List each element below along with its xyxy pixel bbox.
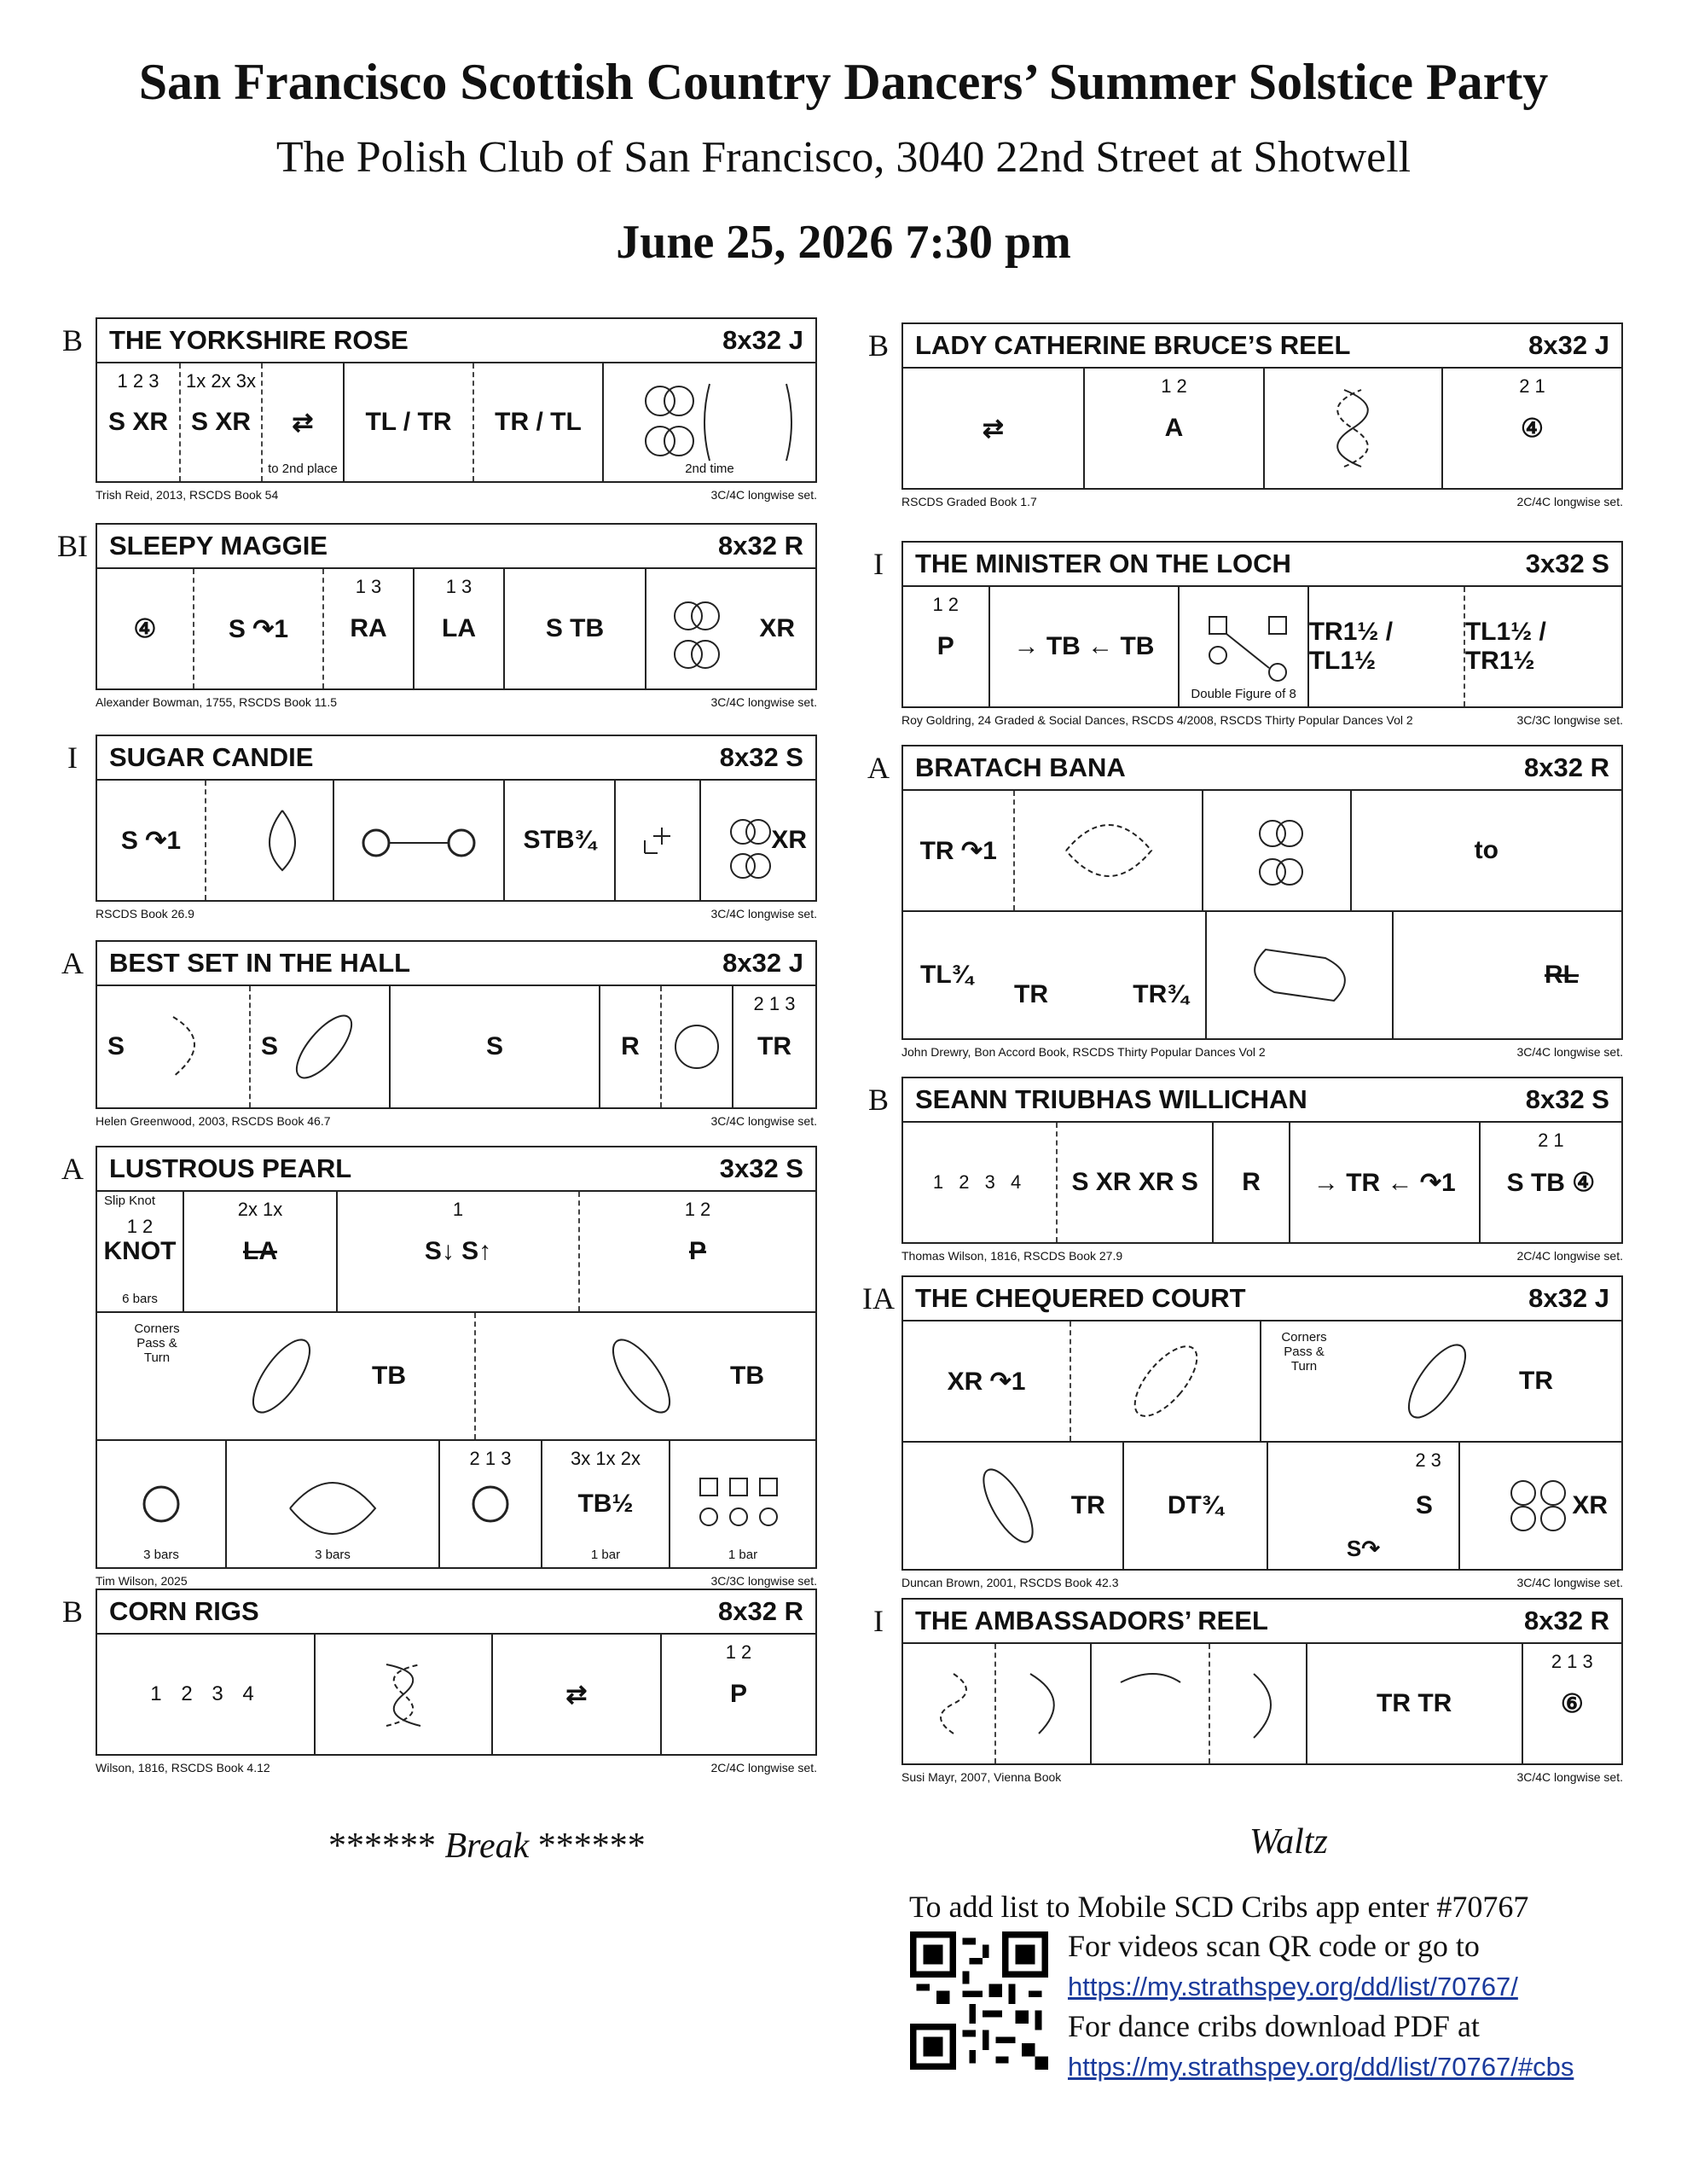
dance-form: I: [67, 741, 78, 775]
dance-source: RSCDS Graded Book 1.7: [901, 495, 1037, 508]
figure-diagram: [264, 1457, 401, 1551]
dance-chequered-court: [862, 1275, 1623, 1589]
crib-grid: [96, 1635, 817, 1756]
crib-cell: Double Figure of 8: [1178, 587, 1307, 706]
figure-diagram: [582, 1325, 710, 1427]
dance-source: Roy Goldring, 24 Graded & Social Dances, RSCDS 4/2008, RSCDS Thirty Popular Dances Vol 2: [901, 713, 1413, 727]
set-type: 3C/4C longwise set.: [1516, 1045, 1623, 1059]
crib-cell: TL1½ / TR1½: [1464, 587, 1621, 706]
figure-diagram: [1041, 804, 1177, 897]
dance-meta: 8x32 J: [722, 948, 803, 978]
crib-cell: S: [389, 986, 599, 1107]
dance-titlebar: [901, 541, 1623, 587]
date-line: June 25, 2026 7:30 pm: [616, 216, 1071, 269]
dance-source: Helen Greenwood, 2003, RSCDS Book 46.7: [96, 1114, 331, 1128]
crib-cell: [614, 781, 699, 900]
videos-link[interactable]: https://my.strathspey.org/dd/list/70767/: [1068, 1972, 1518, 2001]
figure-diagram: [692, 1470, 794, 1538]
crib-cell: 2 1 3: [438, 1441, 541, 1567]
figure-diagram: [352, 1647, 455, 1741]
set-type: 3C/3C longwise set.: [710, 1574, 817, 1588]
dance-name: THE MINISTER ON THE LOCH: [915, 549, 1291, 578]
dance-name: CORN RIGS: [109, 1596, 259, 1626]
crib-grid: [96, 781, 817, 902]
crib-cell: 1 2 3 4: [932, 1171, 1027, 1193]
figure-diagram: [122, 1000, 224, 1094]
crib-cell: 2 1 S TB ④: [1479, 1123, 1621, 1242]
crib-cell: [1205, 912, 1392, 1038]
crib-grid: [96, 986, 817, 1109]
dance-meta: 3x32 S: [719, 1153, 803, 1183]
figure-diagram: [636, 819, 679, 862]
crib-cell: 3x 1x 2x TB½ 1 bar: [541, 1441, 669, 1567]
crib-cell: S ↷1: [120, 826, 182, 855]
dance-source: Thomas Wilson, 1816, RSCDS Book 27.9: [901, 1249, 1123, 1263]
figure-diagram: [1506, 1472, 1574, 1540]
dance-source: Tim Wilson, 2025: [96, 1574, 188, 1588]
dance-form: B: [867, 328, 889, 363]
dance-lustrous-pearl: [61, 1146, 817, 1588]
crib-cell: 1 2 P: [932, 594, 959, 660]
crib-cell: 1 2 3 4: [150, 1682, 261, 1705]
crib-cell: RL: [1392, 912, 1621, 1038]
set-type: 3C/3C longwise set.: [1516, 713, 1623, 727]
dance-titlebar: [901, 745, 1623, 791]
crib-cell: TB: [474, 1313, 815, 1439]
crib-cell: 1 2 P: [660, 1635, 815, 1754]
crib-cell: [660, 986, 732, 1107]
crib-cell: XR: [1458, 1443, 1621, 1569]
dance-meta: 8x32 S: [719, 742, 803, 772]
crib-cell: TR: [903, 1443, 1122, 1569]
crib-cell: STB¾: [503, 781, 614, 900]
figure-diagram: [1377, 1330, 1505, 1432]
dance-meta: 8x32 J: [1528, 1283, 1609, 1313]
crib-cell: ④: [133, 614, 157, 643]
crib-grid: [901, 587, 1623, 708]
figure-diagram: [957, 1455, 1068, 1557]
dance-form: A: [61, 1152, 84, 1186]
figure-diagram: [1104, 1657, 1197, 1751]
dance-sleepy-maggie: [57, 523, 817, 709]
crib-cell: [1202, 791, 1349, 910]
crib-cell: [1013, 791, 1202, 910]
cribs-link[interactable]: https://my.strathspey.org/dd/list/70767/#cbs: [1068, 2052, 1574, 2082]
crib-cell: S TB: [503, 569, 645, 688]
dance-titlebar: [96, 1589, 817, 1635]
crib-cell: 1 2 P: [578, 1192, 815, 1311]
crib-cell: DT¾: [1122, 1443, 1267, 1569]
crib-grid: [901, 369, 1623, 490]
crib-cell: TL / TR: [343, 363, 472, 481]
crib-cell: [994, 1644, 1089, 1763]
dance-ambassadors-reel: [873, 1598, 1623, 1784]
dance-name: THE CHEQUERED COURT: [915, 1283, 1246, 1313]
crib-cell: [1263, 369, 1441, 488]
figure-diagram: [1226, 804, 1328, 897]
crib-grid: [901, 1644, 1623, 1765]
dance-titlebar: [96, 940, 817, 986]
crib-cell: 1x 2x 3x S XR: [179, 363, 261, 481]
set-type: 3C/4C longwise set.: [710, 695, 817, 709]
dance-bratach-bana: [867, 745, 1623, 1059]
waltz-label: Waltz: [1249, 1822, 1328, 1862]
figure-diagram: [1102, 1334, 1230, 1428]
dance-name: SUGAR CANDIE: [109, 742, 314, 772]
set-type: 3C/4C longwise set.: [710, 488, 817, 502]
dance-form: B: [61, 323, 83, 357]
crib-cell: TR ↷1: [919, 836, 997, 865]
videos-line: For videos scan QR code or go to: [1068, 1929, 1480, 1963]
dance-name: LUSTROUS PEARL: [109, 1153, 352, 1183]
dance-form: A: [61, 946, 84, 980]
dance-titlebar: [96, 735, 817, 781]
dance-name: BEST SET IN THE HALL: [109, 948, 411, 978]
dance-meta: 8x32 J: [1528, 330, 1609, 360]
crib-cell: TL¾ TR TR¾: [920, 961, 1189, 1008]
figure-diagram: [1232, 924, 1368, 1026]
dance-lady-catherine-bruces-reel: [867, 322, 1623, 508]
set-type: 2C/4C longwise set.: [710, 1761, 817, 1774]
crib-cell: 1 S↓ S↑: [336, 1192, 578, 1311]
crib-grid: [901, 1123, 1623, 1244]
dance-form: IA: [862, 1281, 895, 1316]
crib-cell: 2x 1x LA: [183, 1192, 336, 1311]
dance-form: I: [873, 1604, 884, 1638]
dance-name: BRATACH BANA: [915, 752, 1126, 782]
dance-form: BI: [57, 529, 88, 563]
figure-diagram: [465, 1478, 516, 1530]
dance-meta: 8x32 J: [722, 325, 803, 355]
crib-cell: 1 3 LA: [413, 569, 503, 688]
dance-yorkshire-rose: [61, 317, 817, 502]
dance-minister-on-the-loch: [873, 541, 1623, 727]
crib-cell: R: [599, 986, 660, 1107]
figure-diagram: [223, 793, 316, 887]
dance-meta: 8x32 S: [1525, 1084, 1609, 1114]
crib-grid: [96, 1192, 817, 1569]
figure-diagram: [911, 1657, 988, 1751]
set-type: 3C/4C longwise set.: [1516, 1770, 1623, 1784]
figure-diagram: [667, 1017, 727, 1077]
dance-name: THE AMBASSADORS’ REEL: [915, 1606, 1268, 1635]
crib-cell: 3 bars: [225, 1441, 438, 1567]
figure-diagram: [1301, 377, 1404, 479]
crib-cell: XR ↷1: [947, 1367, 1026, 1396]
crib-cell: [205, 781, 333, 900]
crib-cell: Corners Pass & Turn TR: [1260, 1321, 1621, 1441]
set-type: 3C/4C longwise set.: [710, 1114, 817, 1128]
crib-cell: Slip Knot 1 2 KNOT 6 bars: [103, 1194, 177, 1306]
figure-diagram: [273, 1000, 367, 1094]
dance-source: Duncan Brown, 2001, RSCDS Book 42.3: [901, 1576, 1119, 1589]
figure-diagram: [136, 1478, 187, 1530]
crib-cell: to: [1350, 791, 1621, 910]
dance-meta: 8x32 R: [718, 531, 803, 561]
dance-name: THE YORKSHIRE ROSE: [109, 325, 409, 355]
crib-cell: [903, 1644, 994, 1763]
dance-best-set-in-the-hall: [61, 940, 817, 1128]
dance-form: B: [61, 1594, 83, 1629]
crib-cell: → TB ← TB: [988, 587, 1179, 706]
crib-grid: [901, 791, 1623, 1040]
dance-seann-triubhas-willichan: [867, 1077, 1623, 1263]
dance-source: RSCDS Book 26.9: [96, 907, 194, 921]
crib-cell: 1 2 A: [1083, 369, 1263, 488]
dance-titlebar: [901, 1275, 1623, 1321]
crib-cell: 1 2 3 S XR: [107, 370, 169, 436]
crib-cell: [314, 1635, 491, 1754]
crib-grid: [901, 1321, 1623, 1571]
crib-grid: [96, 569, 817, 690]
dance-titlebar: [96, 523, 817, 569]
figure-diagram: [1220, 1657, 1296, 1751]
crib-cell: ⇄: [982, 414, 1005, 443]
dance-name: SLEEPY MAGGIE: [109, 531, 328, 561]
crib-cell: S: [97, 986, 249, 1107]
crib-cell: 1 bar: [669, 1441, 815, 1567]
dance-titlebar: [901, 322, 1623, 369]
dance-titlebar: [901, 1077, 1623, 1123]
dance-source: Alexander Bowman, 1755, RSCDS Book 11.5: [96, 695, 338, 709]
cribs-line: For dance cribs download PDF at: [1068, 2009, 1480, 2043]
dance-source: John Drewry, Bon Accord Book, RSCDS Thirty Popular Dances Vol 2: [901, 1045, 1266, 1059]
crib-cell: XR: [645, 569, 815, 688]
crib-cell: 3 bars: [97, 1441, 225, 1567]
dance-titlebar: [96, 1146, 817, 1192]
page-title: San Francisco Scottish Country Dancers’ Summer Solstice Party: [138, 54, 1549, 110]
crib-cell: 2 1 ④: [1441, 369, 1621, 488]
crib-cell: TR1½ / TL1½: [1307, 587, 1464, 706]
figure-diagram: [624, 380, 795, 465]
qr-code[interactable]: [910, 1931, 1048, 2070]
break-label: ****** Break ******: [328, 1827, 646, 1866]
figure-diagram: [1005, 1657, 1081, 1751]
dance-sugar-candie: [67, 735, 817, 921]
crib-cell: 2nd time: [602, 363, 815, 481]
figure-diagram: [222, 1325, 350, 1427]
set-type: 3C/4C longwise set.: [1516, 1576, 1623, 1589]
dance-form: I: [873, 547, 884, 581]
crib-cell: S ↷1: [193, 569, 322, 688]
crib-cell: 2 1 3 TR: [732, 986, 815, 1107]
dance-titlebar: [901, 1598, 1623, 1644]
crib-cell: XR: [699, 781, 815, 900]
crib-cell: [333, 781, 503, 900]
crib-grid: [96, 363, 817, 483]
dance-meta: 3x32 S: [1525, 549, 1609, 578]
dance-name: LADY CATHERINE BRUCE’S REEL: [915, 330, 1351, 360]
app-code-line: To add list to Mobile SCD Cribs app enter #70767: [909, 1890, 1529, 1924]
crib-cell: Corners Pass & Turn TB: [97, 1313, 474, 1439]
dance-form: A: [867, 751, 890, 785]
crib-cell: 1 3 RA: [322, 569, 413, 688]
crib-cell: → TR ← ↷1: [1289, 1123, 1479, 1242]
crib-cell: ⇄ to 2nd place: [261, 363, 343, 481]
crib-cell: [1090, 1644, 1209, 1763]
dance-corn-rigs: [61, 1589, 817, 1774]
dance-source: Susi Mayr, 2007, Vienna Book: [901, 1770, 1062, 1784]
set-type: 3C/4C longwise set.: [710, 907, 817, 921]
crib-cell: TR / TL: [472, 363, 602, 481]
dance-source: Trish Reid, 2013, RSCDS Book 54: [96, 488, 279, 502]
dance-source: Wilson, 1816, RSCDS Book 4.12: [96, 1761, 270, 1774]
crib-cell: S XR XR S: [1056, 1123, 1212, 1242]
set-type: 2C/4C longwise set.: [1516, 495, 1623, 508]
dance-meta: 8x32 R: [1524, 1606, 1609, 1635]
crib-cell: TR TR: [1306, 1644, 1522, 1763]
dance-meta: 8x32 R: [1524, 752, 1609, 782]
crib-cell: [1070, 1321, 1260, 1441]
dance-titlebar: [96, 317, 817, 363]
dance-name: SEANN TRIUBHAS WILLICHAN: [915, 1084, 1307, 1114]
dance-form: B: [867, 1083, 889, 1117]
crib-cell: ⇄: [491, 1635, 660, 1754]
crib-cell: 2 3 S S↷: [1267, 1443, 1458, 1569]
crib-cell: S: [249, 986, 389, 1107]
crib-cell: [1209, 1644, 1305, 1763]
figure-diagram: [342, 793, 496, 887]
venue-line: The Polish Club of San Francisco, 3040 22nd Street at Shotwell: [275, 133, 1412, 182]
figure-diagram: [1192, 604, 1295, 689]
crib-cell: R: [1212, 1123, 1289, 1242]
set-type: 2C/4C longwise set.: [1516, 1249, 1623, 1263]
crib-cell: 2 1 3 ⑥: [1522, 1644, 1621, 1763]
dance-meta: 8x32 R: [718, 1596, 803, 1626]
